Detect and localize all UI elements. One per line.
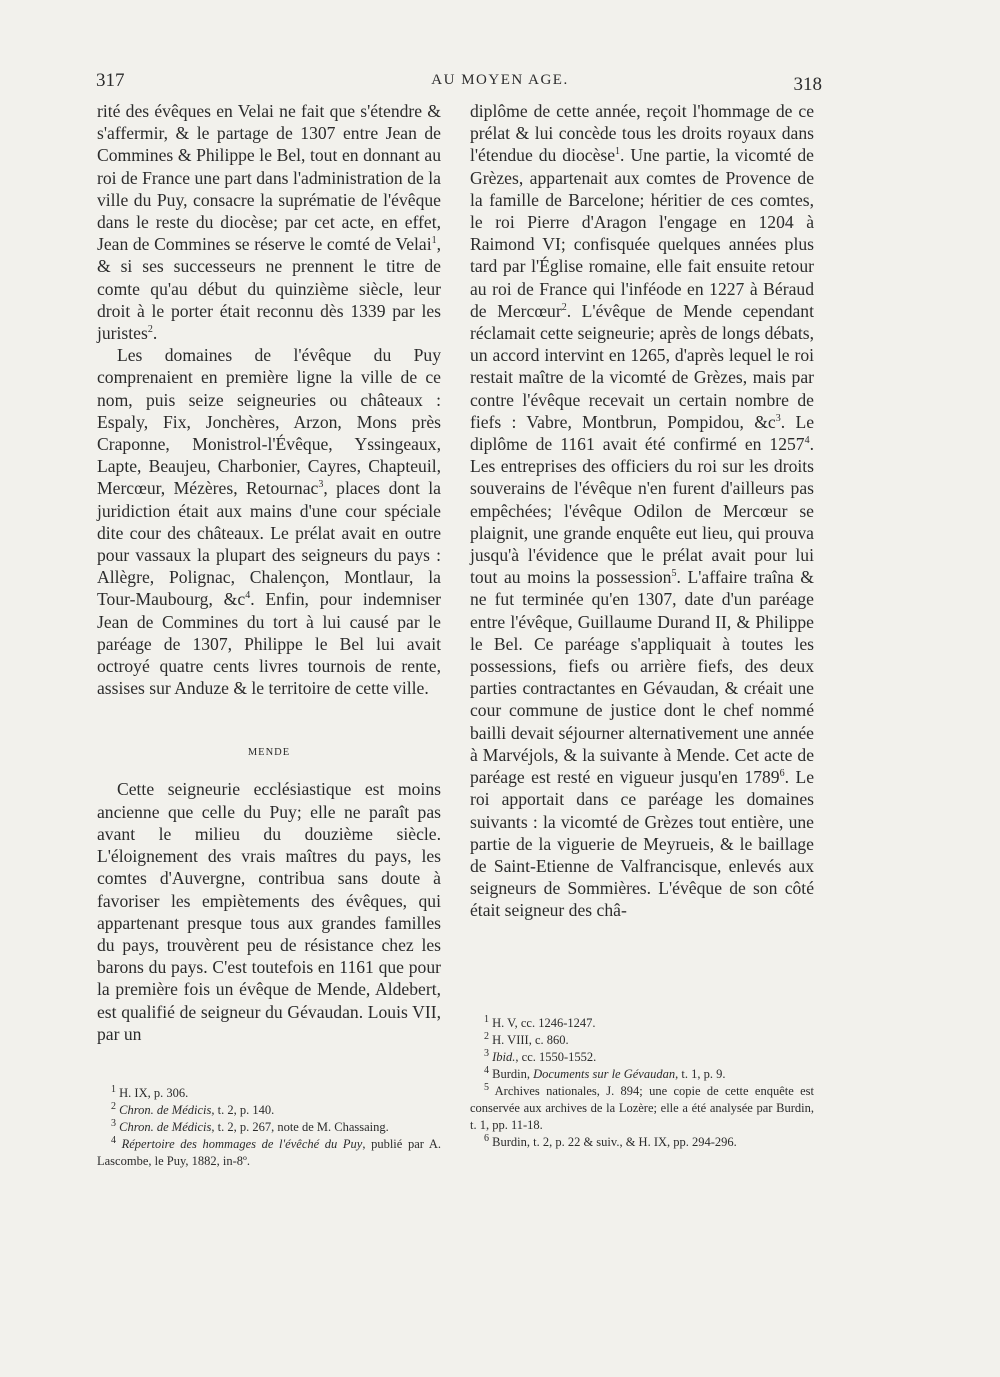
footnote: $^4$ Burdin, Documents sur le Gévaudan, t. 1, p. 9. [484, 1064, 726, 1081]
paragraph: Cette seigneurie ecclésiastique est moins ancienne que celle du Puy; elle ne paraît pas avant le milieu du douzième siècle. L'éloignement des vrais maîtres du pays, les comtes d'Auvergne, contribua sans doute à favoriser les empiètements des évêques, qui appartenant presque tous aux grandes familles du pays, trouvèrent peu de résistance chez les barons du pays. C'est toutefois en 1161 que pour la première fois un évêque de Mende, Aldebert, est qualifié de seigneur du Gévaudan. Louis VII, par un [97, 779, 441, 1044]
footnote: $^1$ H. V, cc. 1246-1247. [484, 1013, 596, 1030]
running-title: AU MOYEN AGE. [431, 72, 569, 88]
footnote-ref: 3 [318, 479, 324, 491]
footnote-ref: 3 [775, 412, 781, 424]
footnote-ref: 5 [671, 568, 677, 580]
footnote: $^3$ Ibid., cc. 1550-1552. [484, 1047, 597, 1064]
footnote-ref: 1 [431, 235, 437, 247]
paragraph: diplôme de cette année, reçoit l'hommage de ce prélat & lui concède tous les droits royaux dans l'étendue du diocèse$^1$. Une partie, la vicomté de Grèzes, appartenait aux comtes de Provence de la famille de Barcelone; héritier de ces comtes, le roi Pierre d'Aragon l'engage en 1204 à Raimond VI; confisquée quelques années plus tard par l'Église romaine, elle fait ensuite retour au roi de France qui l'inféode en 1227 à Béraud de Mercœur$^2$. L'évêque de Mende cependant réclamait cette seigneurie; après de longs débats, un accord intervint en 1265, d'après lequel le roi restait maître de la vicomté de Grèzes, mais par contre l'évêque recevait un certain nombre de fiefs : Vabre, Montbrun, Pompidou, $\&c^3$. Le diplôme de 1161 avait été confirmé en 1257$^4$. Les entreprises des officiers du roi sur les droits souverains de l'évêque n'en furent d'ailleurs pas empêchées; l'évêque Odilon de Mercœur se plaignit, une grande enquête eut lieu, qui prouva jusqu'à l'évidence que le prélat avait pour lui tout au moins la possession$^5$. L'affaire traîna & ne fut terminée qu'en 1307, date d'un paréage entre l'évêque, Guillaume Durand II, & Philippe le Bel. Ce paréage s'appliquait à toutes les possessions, fiefs ou arrière fiefs, des deux parties contractantes en Gévaudan, & créait une cour commune de justice dont le chef nommé bailli devait séjourner alternativement une année à Marvéjols, & la suivante à Mende. Cet acte de paréage est resté en vigueur jusqu'en 1789$^6$. Le roi apportait dans ce paréage les domaines suivants : la vicomté de Grèzes tout entière, une partie de la viguerie de Meyrueis, & le baillage de Saint-Etienne de Valfrancisque, enlevés aux seigneurs de Sommières. L'évêque de son côté était seigneur des châ- [470, 101, 814, 921]
footnote-ref: 4 [245, 590, 251, 602]
footnote: $^1$ H. IX, p. 306. [111, 1083, 189, 1100]
footnote: $^3$ Chron. de Médicis, t. 2, p. 267, note de M. Chassaing. [111, 1117, 389, 1134]
footnote-ref: 1 [615, 146, 621, 158]
footnote: $^4$ Répertoire des hommages de l'évêché du Puy, publié par A. Lascombe, le Puy, 1882, in-8º. [97, 1134, 441, 1168]
paragraph: Les domaines de l'évêque du Puy comprenaient en première ligne la ville de ce nom, puis seize seigneuries ou châteaux : Espaly, Fix, Jonchères, Arzon, Mons près Craponne, Monistrol-l'Évêque, Yssingeaux, Lapte, Beaujeu, Charbonier, Cayres, Chapteuil, Mercœur, Mézères, Retournac$^3$, places dont la juridiction était aux mains d'une cour spéciale dite cour des châteaux. Le prélat avait en outre pour vassaux la plupart des seigneurs du pays : Allègre, Polignac, Chalençon, Montlaur, la Tour-Maubourg, $\&c^4$. Enfin, pour indemniser Jean de Commines du tort à lui causé par le paréage de 1307, Philippe le Bel lui avait octroyé quatre cents livres tournois de rente, assises sur Anduze & le territoire de cette ville. [97, 345, 441, 699]
footnotes-left [97, 1085, 441, 1170]
page-number-right: 318 [793, 74, 822, 95]
footnote-ref: 4 [804, 435, 810, 447]
page-number-left: 317 [96, 70, 125, 91]
footnote-ref: 6 [779, 768, 785, 780]
footnote-ref: 2 [147, 324, 153, 336]
right-column [470, 100, 814, 922]
left-column [97, 100, 441, 1045]
footnote: $^2$ Chron. de Médicis, t. 2, p. 140. [111, 1100, 275, 1117]
footnote: $^6$ Burdin, t. 2, p. 22 & suiv., & H. IX, pp. 294-296. [484, 1132, 737, 1149]
footnote: $^2$ H. VIII, c. 860. [484, 1030, 569, 1047]
footnote: $^5$ Archives nationales, J. 894; une copie de cette enquête est conservée aux archives de la Lozère; elle a été analysée par Burdin, t. 1, pp. 11-18. [470, 1081, 814, 1132]
section-heading: MENDE [247, 747, 291, 759]
page-header [0, 70, 1000, 100]
footnote-ref: 2 [561, 301, 567, 313]
footnotes-right [470, 1015, 814, 1151]
paragraph: rité des évêques en Velai ne fait que s'étendre & s'affermir, & le partage de 1307 entre Jean de Commines & Philippe le Bel, tout en donnant au roi de France une part dans l'administration de la ville du Puy, consacre la suprématie de l'évêque dans le reste du diocèse; par cet acte, en effet, Jean de Commines se réserve le comté de Velai$^1$, & si ses successeurs ne prennent le titre de comte qu'au début du quinzième siècle, leur droit à le porter était reconnu dès 1339 par les juristes$^2$. [97, 101, 441, 344]
